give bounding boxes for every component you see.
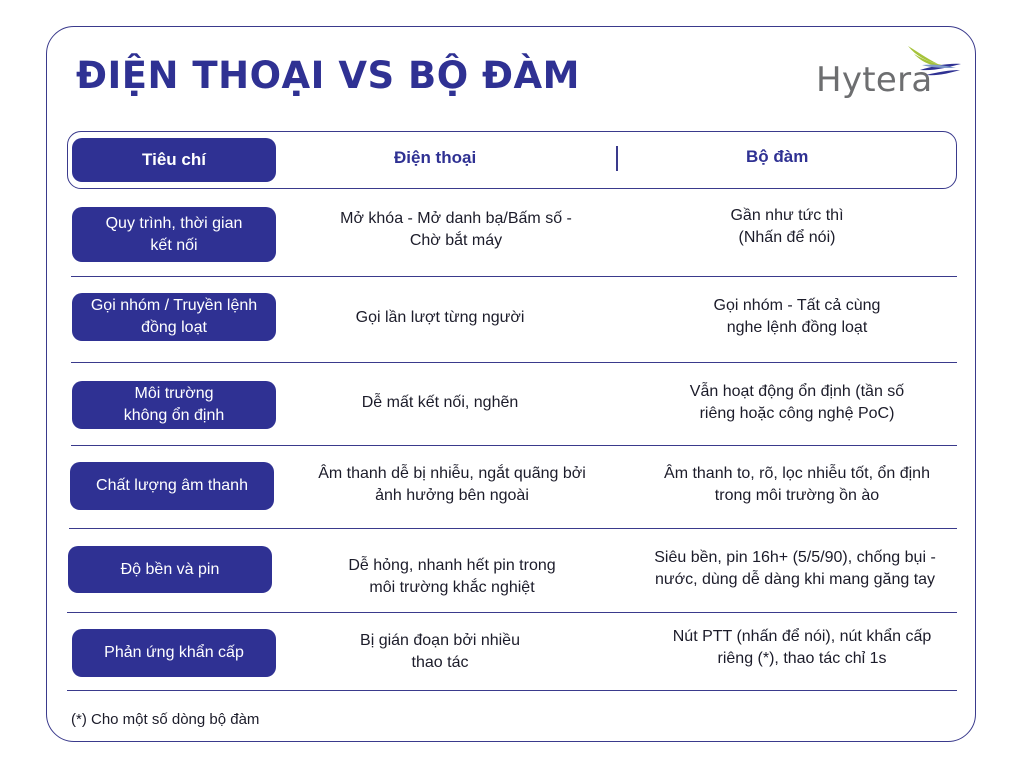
phone-cell (296, 208, 616, 252)
phone-line: ảnh hưởng bên ngoài (375, 487, 529, 504)
row-divider (67, 690, 957, 691)
wing-icon (904, 44, 962, 80)
phone-line: Chờ bắt máy (409, 232, 503, 249)
criteria-emergency-response (72, 629, 276, 677)
radio-line: Siêu bền, pin 16h+ (5/5/90), chống bụi - (654, 549, 936, 566)
row-divider (71, 276, 957, 277)
phone-line: Dễ mất kết nối, nghẽn (361, 394, 519, 411)
phone-line: Mở khóa - Mở danh bạ/Bấm số - (340, 210, 572, 227)
radio-line: nghe lệnh đồng loạt (726, 319, 868, 336)
radio-cell (650, 381, 944, 425)
criteria-line: Gọi nhóm / Truyền lệnh (90, 297, 258, 314)
criteria-group-call (72, 293, 276, 341)
phone-line: thao tác (411, 654, 469, 671)
criteria-durability-battery (68, 546, 272, 593)
radio-cell (640, 626, 964, 670)
hytera-logo (816, 44, 961, 104)
row-divider (69, 528, 957, 529)
row-divider (71, 362, 957, 363)
page-title: ĐIỆN THOẠI VS BỘ ĐÀM (76, 54, 580, 97)
header-radio: Bộ đàm (746, 147, 809, 166)
footnote: (*) Cho một số dòng bộ đàm (71, 711, 260, 728)
phone-cell (296, 307, 584, 329)
phone-cell (296, 630, 584, 674)
radio-line: riêng (*), thao tác chỉ 1s (717, 650, 887, 667)
header-criteria: Tiêu chí (72, 138, 276, 182)
column-divider (616, 146, 618, 171)
phone-line: môi trường khắc nghiệt (369, 579, 535, 596)
criteria-unstable-env (72, 381, 276, 429)
criteria-audio-quality (70, 462, 274, 510)
criteria-line: Quy trình, thời gian (105, 214, 243, 232)
criteria-line: Chất lượng âm thanh (96, 477, 248, 494)
phone-line: Dễ hỏng, nhanh hết pin trong (348, 557, 556, 574)
radio-cell (650, 295, 944, 339)
criteria-line: đồng loạt (141, 319, 207, 336)
radio-line: Âm thanh to, rõ, lọc nhiễu tốt, ổn định (664, 465, 930, 482)
criteria-line: không ổn định (123, 407, 225, 424)
radio-line: Gọi nhóm - Tất cả cùng (713, 297, 881, 314)
radio-line: trong môi trường ồn ào (714, 487, 880, 504)
phone-cell (296, 463, 608, 507)
phone-line: Bị gián đoạn bởi nhiều (360, 632, 520, 649)
criteria-line: kết nối (150, 236, 198, 254)
header-phone: Điện thoại (394, 148, 477, 167)
phone-line: Âm thanh dễ bị nhiễu, ngắt quãng bởi (318, 465, 586, 482)
radio-line: nước, dùng dễ dàng khi mang găng tay (654, 571, 936, 588)
radio-line: riêng hoặc công nghệ PoC) (699, 405, 895, 422)
phone-cell (296, 392, 584, 414)
radio-cell (640, 205, 934, 249)
radio-line: Gần như tức thì (730, 207, 844, 224)
row-divider (71, 445, 957, 446)
radio-line: Nút PTT (nhấn để nói), nút khẩn cấp (672, 628, 932, 645)
radio-cell (634, 547, 956, 591)
radio-line: Vẫn hoạt động ổn định (tần số (689, 383, 905, 400)
radio-cell (640, 463, 954, 507)
row-divider (67, 612, 957, 613)
radio-line: (Nhấn để nói) (738, 229, 836, 246)
phone-cell (296, 555, 608, 599)
criteria-line: Phản ứng khẩn cấp (104, 644, 244, 661)
criteria-connection (72, 207, 276, 262)
logo-text: Hytera (816, 60, 933, 100)
criteria-line: Độ bền và pin (120, 560, 220, 578)
phone-line: Gọi lần lượt từng người (355, 309, 525, 326)
criteria-line: Môi trường (134, 385, 214, 402)
